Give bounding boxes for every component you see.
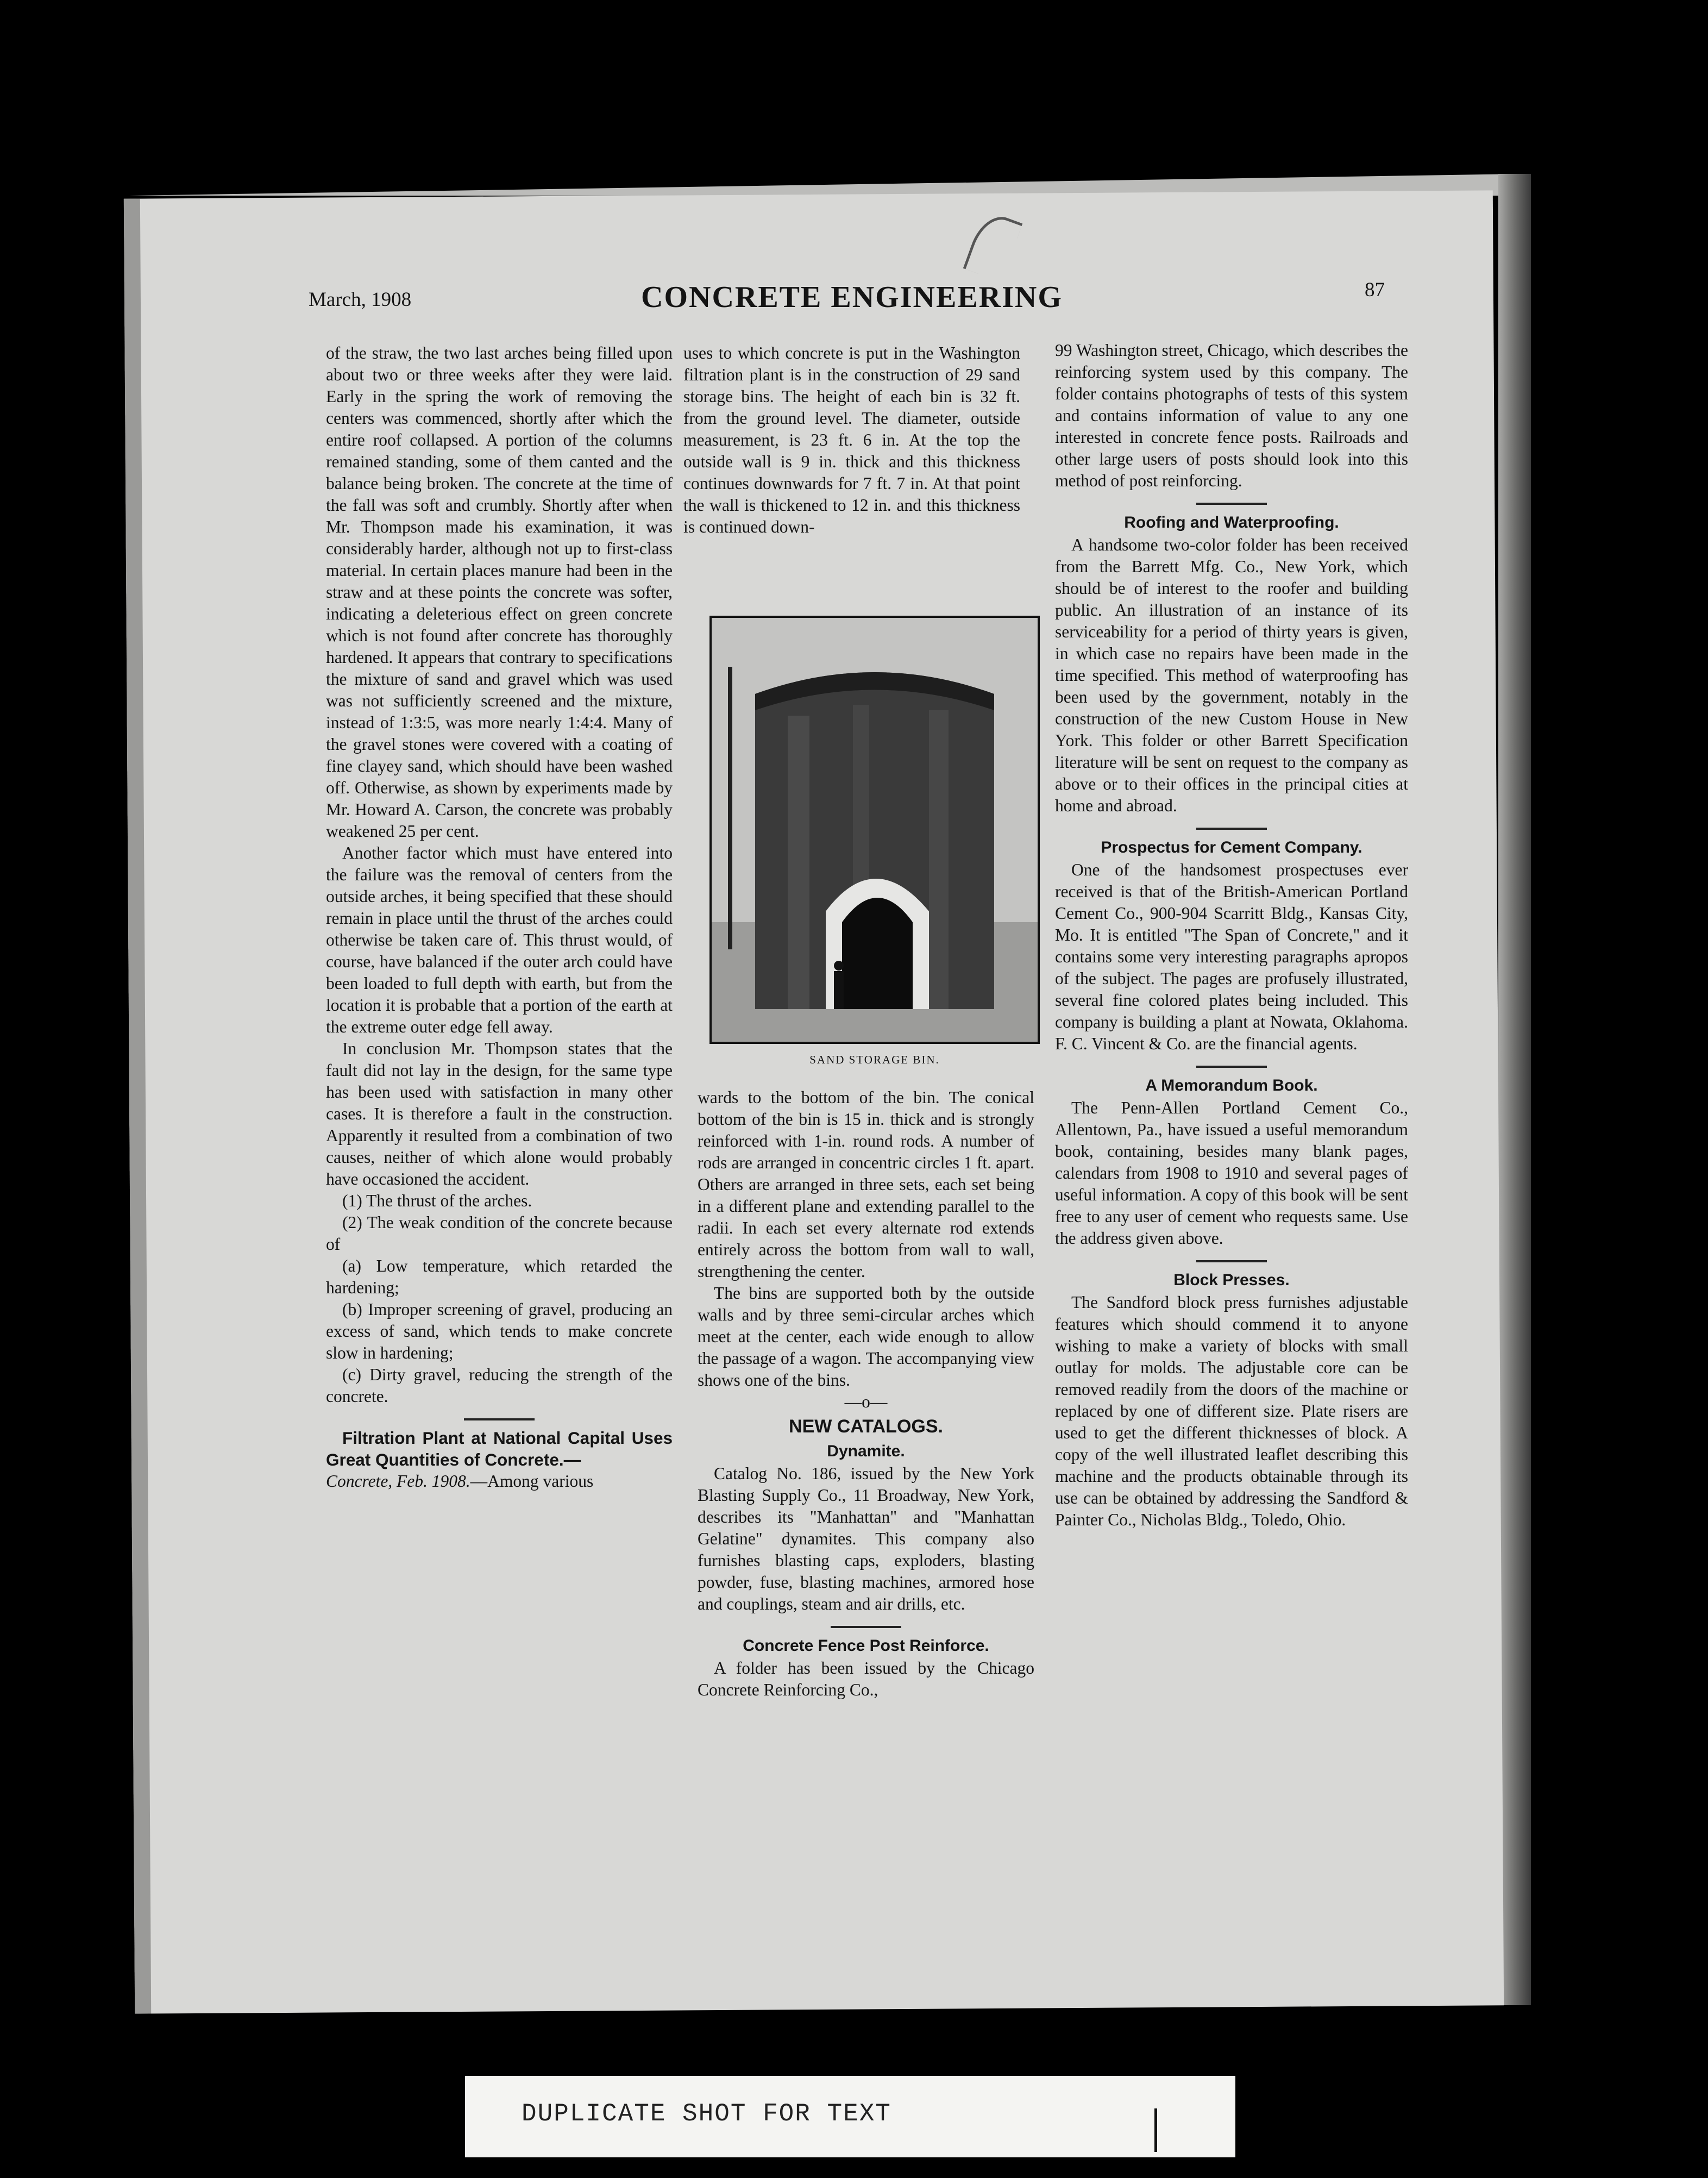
section-divider — [831, 1626, 901, 1628]
column-2-top — [683, 342, 1020, 538]
subsection-title: Roofing and Waterproofing. — [1124, 514, 1339, 531]
subsection-title: Block Presses. — [1173, 1271, 1290, 1289]
paragraph: wards to the bottom of the bin. The conical bottom of the bin is 15 in. thick and is strongly reinforced with 1-in. round rods. A number of rods are arranged in concentric circles 1 ft. apart. Others are arranged in three sets, each set being in a different plane and extending parallel to the radii. In each set every alternate rod extends entirely across the bottom from wall to wall, strengthening the center. — [698, 1088, 1034, 1281]
journal-title: CONCRETE ENGINEERING — [641, 280, 1063, 314]
subsection-title: Concrete Fence Post Reinforce. — [743, 1637, 989, 1655]
section-divider — [1196, 828, 1267, 830]
paragraph: Another factor which must have entered into the failure was the removal of centers from the outside arches, it being specified that these should remain in place until the thrust of the arches could otherwise be taken care of. This thrust would, of course, have balanced if the outer arch could have been loaded to full depth with earth, but from the location it is probable that a portion of the earth at the extreme outer edge fell away. — [326, 843, 673, 1036]
article-start: —Among various — [470, 1472, 594, 1491]
section-divider — [1196, 503, 1267, 505]
page-number: 87 — [1365, 279, 1385, 301]
photo-illustration — [712, 618, 1038, 1042]
paragraph: A handsome two-color folder has been received from the Barrett Mfg. Co., New York, which should be of interest to the roofer and building public. An illustration of an instance of its serviceability for a period of thirty years is given, in which case no repairs have been made in the time specified. This method of waterproofing has been used by the government, notably in the construction of the new Custom House in New York. This folder or other Barrett Specification literature will be sent on request to the company as above or to their offices in the principal cities at home and abroad. — [1055, 535, 1408, 815]
separator: —o— — [844, 1392, 888, 1411]
paragraph: Catalog No. 186, issued by the New York Blasting Supply Co., 11 Broadway, New York, describes its "Manhattan" and "Manhattan Gelatine" dynamites. This company also furnishes blasting caps, exploders, blasting powder, fuse, blasting machines, armored hose and couplings, steam and air drills, etc. — [698, 1464, 1034, 1613]
article-title: Filtration Plant at National Capital Uses Great Quantities of Concrete.— — [326, 1428, 673, 1469]
list-item: (1) The thrust of the arches. — [342, 1191, 532, 1210]
section-title: NEW CATALOGS. — [789, 1416, 943, 1437]
list-item: (2) The weak condition of the concrete because of — [326, 1213, 673, 1254]
list-item: (b) Improper screening of gravel, producing an excess of sand, which tends to make concrete slow in hardening; — [326, 1300, 673, 1362]
sand-storage-bin-photo — [709, 616, 1040, 1044]
column-1 — [326, 342, 673, 1492]
paragraph: One of the handsomest prospectuses ever received is that of the British-American Portland Cement Co., 900-904 Scarritt Bldg., Kansas City, Mo. It is entitled "The Span of Concrete," and it contains some very interesting paragraphs apropos of the subject. The pages are profusely illustrated, several fine colored plates being included. This company is building a plant at Nowata, Oklahoma. F. C. Vincent & Co. are the financial agents. — [1055, 860, 1408, 1053]
paragraph: of the straw, the two last arches being filled upon about two or three weeks after they were laid. Early in the spring the work of removing the centers was commenced, shortly after which the entire roof collapsed. A portion of the columns remained standing, some of them canted and the balance being broken. The concrete at the time of the fall was soft and crumbly. Shortly after when Mr. Thompson made his examination, it was considerably harder, although not up to first-class material. In certain places manure had been in the straw and at these points the concrete was softer, indicating a deleterious effect on green concrete which is not found after concrete has thoroughly hardened. It appears that contrary to specifications the mixture of sand and gravel which was used was not sufficiently screened and the mixture, instead of 1:3:5, was more nearly 1:4:4. Many of the gravel stones were covered with a coating of fine clayey sand, which should have been washed off. Otherwise, as shown by experiments made by Mr. Howard A. Carson, the concrete was probably weakened 25 per cent. — [326, 343, 673, 841]
column-2-bottom — [698, 1087, 1034, 1701]
subsection-title: A Memorandum Book. — [1145, 1077, 1318, 1094]
paragraph: In conclusion Mr. Thompson states that the fault did not lay in the design, for the same type has been used with satisfaction in many other cases. It is therefore a fault in the construction. Apparently it resulted from a combination of two causes, neither of which alone would probably have occasioned the accident. — [326, 1039, 673, 1188]
paragraph: 99 Washington street, Chicago, which describes the reinforcing system used by this company. The folder contains photographs of tests of this system and contains information of value to any one interested in concrete fence posts. Railroads and other large users of posts should look into this method of post reinforcing. — [1055, 341, 1408, 490]
film-label-text: DUPLICATE SHOT FOR TEXT — [522, 2100, 891, 2128]
header-date: March, 1908 — [309, 289, 412, 311]
page-right-edge — [1498, 174, 1531, 2005]
paragraph: The Sandford block press furnishes adjustable features which should commend it to anyone wishing to make a variety of blocks with small outlay for molds. The adjustable core can be removed readily from the doors of the machine or replaced by one of different size. Plate risers are used to get the different thicknesses of block. A copy of the well illustrated leaflet describing this machine and the products obtainable through its use can be obtained by addressing the Sandford & Painter Co., Nicholas Bldg., Toledo, Ohio. — [1055, 1293, 1408, 1529]
section-divider — [1196, 1260, 1267, 1262]
paragraph: The Penn-Allen Portland Cement Co., Allentown, Pa., have issued a useful memorandum book, containing, besides many blank pages, calendars from 1908 to 1910 and several pages of useful information. A copy of this book will be sent free to any user of cement who requests same. Use the address given above. — [1055, 1098, 1408, 1248]
column-3 — [1055, 340, 1408, 1531]
paragraph: A folder has been issued by the Chicago Concrete Reinforcing Co., — [698, 1658, 1034, 1699]
article-source: Concrete, Feb. 1908. — [326, 1472, 470, 1491]
section-divider — [1196, 1066, 1267, 1068]
figure-caption: SAND STORAGE BIN. — [809, 1053, 940, 1066]
paragraph: The bins are supported both by the outside walls and by three semi-circular arches which meet at the center, each wide enough to allow the passage of a wagon. The accompanying view shows one of the bins. — [698, 1284, 1034, 1390]
list-item: (a) Low temperature, which retarded the hardening; — [326, 1256, 673, 1297]
subsection-title: Dynamite. — [827, 1442, 905, 1460]
section-divider — [464, 1418, 535, 1420]
paragraph: uses to which concrete is put in the Washington filtration plant is in the construction of 29 sand storage bins. The height of each bin is 32 ft. from the ground level. The diameter, outside measurement, is 23 ft. 6 in. At the top the outside wall is 9 in. thick and this thickness continues downwards for 7 ft. 7 in. At that point the wall is thickened to 12 in. and this thickness is continued down- — [683, 343, 1020, 536]
film-mark — [1154, 2108, 1157, 2152]
article-source-line — [326, 1470, 673, 1492]
subsection-title: Prospectus for Cement Company. — [1101, 838, 1362, 856]
list-item: (c) Dirty gravel, reducing the strength of the concrete. — [326, 1365, 673, 1406]
